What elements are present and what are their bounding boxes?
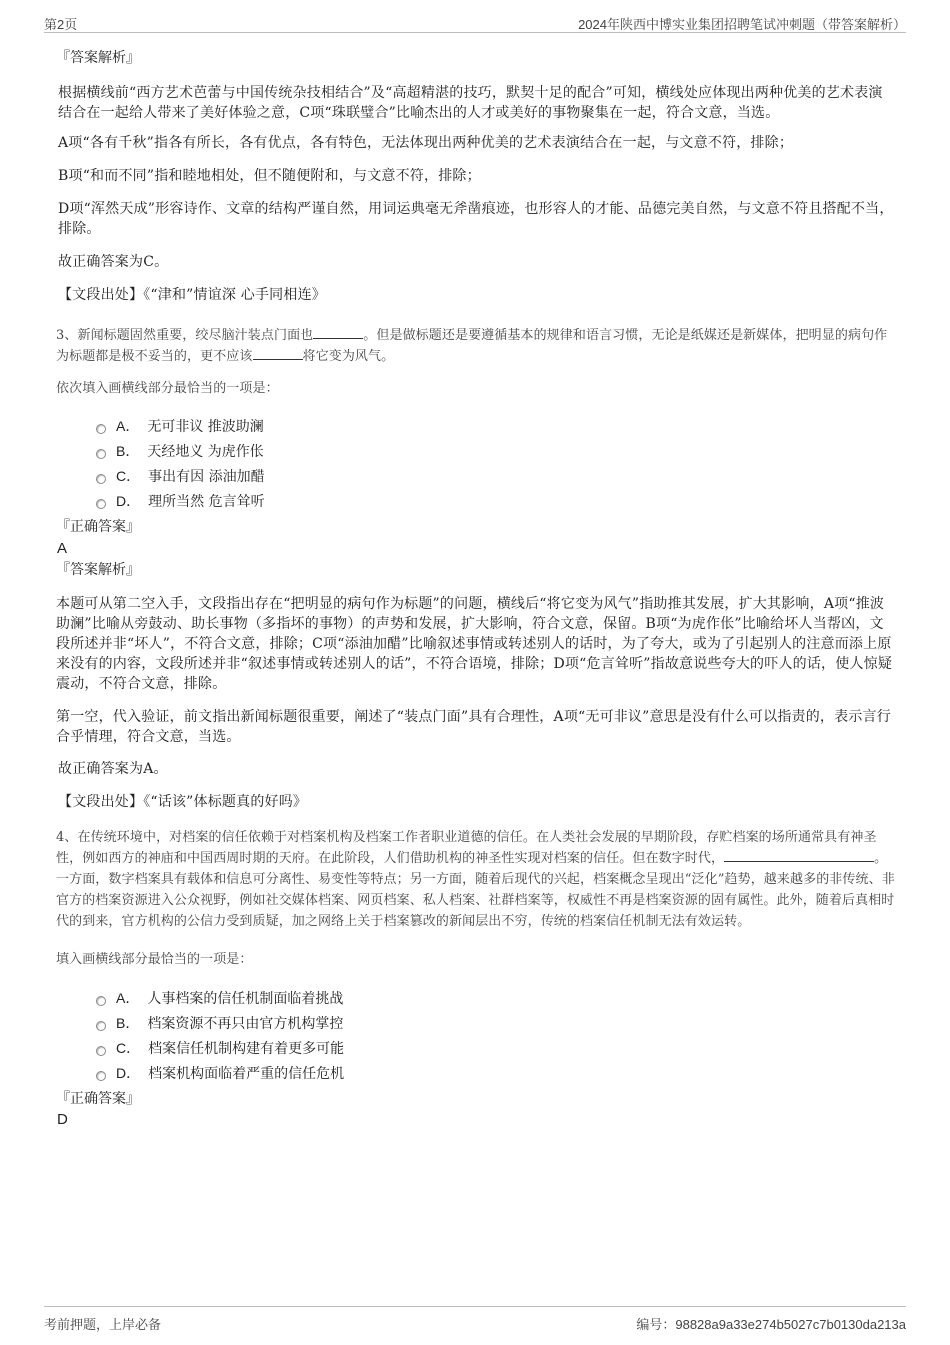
q4-option-b[interactable] bbox=[96, 1010, 896, 1035]
q3-analysis-paragraph-2: 第一空，代入验证，前文指出新闻标题很重要，阐述了“装点门面”具有合理性，A项“无可非议”意思是没有什么可以指责的，表示言行合乎情理，符合文意，当选。 bbox=[56, 709, 891, 745]
option-letter: D． bbox=[116, 1064, 141, 1081]
q3-options bbox=[96, 413, 896, 513]
option-letter: C． bbox=[116, 467, 141, 484]
option-letter: D． bbox=[116, 492, 141, 509]
page-footer bbox=[44, 1306, 906, 1335]
q3-correct-answer: A bbox=[57, 540, 68, 557]
q3-source: 【文段出处】《“话该”体标题真的好吗》 bbox=[58, 794, 308, 810]
q2-analysis-paragraph-1: 根据横线前“西方艺术芭蕾与中国传统杂技相结合”及“高超精湛的技巧，默契十足的配合”可知，横线处应体现出两种优美的艺术表演结合在一起给人带来了美好体验之意，C项“珠联璧合”比喻杰出的人才或美好的事物聚集在一起，符合文意，当选。 bbox=[58, 85, 883, 121]
q3-blank-1 bbox=[313, 326, 363, 339]
q4-stem-part-1: 4、在传统环境中，对档案的信任依赖于对档案机构及档案工作者职业道德的信任。在人类社会发展的早期阶段，存贮档案的场所通常具有神圣性，例如西方的神庙和中国西周时期的天府。在此阶段，人们借助机构的神圣性实现对档案的信任。但在数字时代， bbox=[56, 830, 877, 866]
option-letter: A． bbox=[116, 417, 140, 434]
option-text: 无可非议 推波助澜 bbox=[147, 418, 264, 435]
q3-stem-part-2: 。但是做标题还是要遵循基本的规律和语言习惯，无论是纸媒还是新媒体，把明显的病句作为标题都是极不妥当的，更不应该 bbox=[56, 328, 888, 364]
page-number: 第2页 bbox=[44, 17, 78, 32]
q2-analysis-paragraph-3: B项“和而不同”指和睦地相处，但不随便附和，与文意不符，排除； bbox=[58, 168, 481, 184]
q3-stem-part-3: 将它变为风气。 bbox=[302, 349, 395, 364]
option-text: 档案机构面临着严重的信任危机 bbox=[148, 1065, 345, 1082]
radio-icon[interactable] bbox=[96, 449, 106, 459]
q4-option-d[interactable] bbox=[96, 1060, 896, 1085]
q3-analysis-label: 『答案解析』 bbox=[56, 562, 140, 578]
footer-slogan: 考前押题，上岸必备 bbox=[44, 1317, 162, 1332]
q4-options bbox=[96, 985, 896, 1085]
q3-option-c[interactable] bbox=[96, 463, 896, 488]
option-text: 档案信任机制构建有着更多可能 bbox=[148, 1040, 345, 1057]
q3-blank-2 bbox=[253, 347, 303, 360]
document-id: 编号：98828a9a33e274b5027c7b0130da213a bbox=[636, 1317, 906, 1332]
option-letter: B． bbox=[116, 1014, 140, 1031]
q4-prompt: 填入画横线部分最恰当的一项是： bbox=[56, 952, 253, 967]
q4-stem bbox=[56, 827, 896, 932]
q2-conclusion: 故正确答案为C。 bbox=[58, 254, 169, 270]
radio-icon[interactable] bbox=[96, 474, 106, 484]
radio-icon[interactable] bbox=[96, 996, 106, 1006]
radio-icon[interactable] bbox=[96, 1021, 106, 1031]
option-text: 天经地义 为虎作伥 bbox=[147, 443, 264, 460]
q2-source: 【文段出处】《“津和”情谊深 心手同相连》 bbox=[58, 287, 326, 303]
option-text: 档案资源不再只由官方机构掌控 bbox=[147, 1015, 344, 1032]
q3-option-a[interactable] bbox=[96, 413, 896, 438]
radio-icon[interactable] bbox=[96, 499, 106, 509]
q3-prompt: 依次填入画横线部分最恰当的一项是： bbox=[56, 381, 279, 396]
q2-analysis-label: 『答案解析』 bbox=[56, 50, 140, 66]
q2-analysis-paragraph-4: D项“浑然天成”形容诗作、文章的结构严谨自然，用词运典毫无斧凿痕迹，也形容人的才能、品德完美自然，与文意不符且搭配不当，排除。 bbox=[58, 201, 894, 237]
q3-stem-part-1: 3、新闻标题固然重要，绞尽脑汁装点门面也 bbox=[56, 328, 314, 343]
option-text: 事出有因 添油加醋 bbox=[148, 468, 265, 485]
q3-correct-label: 『正确答案』 bbox=[56, 519, 140, 535]
q3-option-b[interactable] bbox=[96, 438, 896, 463]
q3-stem bbox=[56, 325, 896, 367]
q4-option-a[interactable] bbox=[96, 985, 896, 1010]
q3-analysis-paragraph-1: 本题可从第二空入手，文段指出存在“把明显的病句作为标题”的问题，横线后“将它变为风气”指助推其发展，扩大其影响，A项“推波助澜”比喻从旁鼓动、助长事物（多指坏的事物）的声势和发展，扩大影响，符合文意，保留。B项“为虎作伥”比喻给坏人当帮凶，文段所述并非“坏人”，不符合文意，排除；C项“添油加醋”比喻叙述事情或转述别人的话时，为了夸大，或为了引起别人的注意而添上原来没有的内容，文段所述并非“叙述事情或转述别人的话”，不符合语境，排除；D项“危言耸听”指故意说些夸大的吓人的话，使人惊疑震动，不符合文意，排除。 bbox=[56, 596, 893, 692]
q3-option-d[interactable] bbox=[96, 488, 896, 513]
radio-icon[interactable] bbox=[96, 424, 106, 434]
radio-icon[interactable] bbox=[96, 1046, 106, 1056]
q4-correct-answer: D bbox=[57, 1111, 68, 1128]
document-title: 2024年陕西中博实业集团招聘笔试冲刺题（带答案解析） bbox=[578, 17, 906, 32]
option-text: 理所当然 危言耸听 bbox=[148, 493, 265, 510]
radio-icon[interactable] bbox=[96, 1071, 106, 1081]
q2-analysis-paragraph-2: A项“各有千秋”指各有所长，各有优点，各有特色，无法体现出两种优美的艺术表演结合在一起，与文意不符，排除； bbox=[58, 135, 794, 151]
option-letter: B． bbox=[116, 442, 140, 459]
q4-option-c[interactable] bbox=[96, 1035, 896, 1060]
q3-conclusion: 故正确答案为A。 bbox=[58, 761, 168, 777]
page-header bbox=[44, 12, 906, 33]
option-letter: A． bbox=[116, 989, 140, 1006]
document-content bbox=[56, 44, 896, 1130]
option-letter: C． bbox=[116, 1039, 141, 1056]
q4-correct-label: 『正确答案』 bbox=[56, 1091, 140, 1107]
q4-blank bbox=[724, 849, 874, 862]
option-text: 人事档案的信任机制面临着挑战 bbox=[147, 990, 344, 1007]
q4-stem-part-2: 。一方面，数字档案具有载体和信息可分离性、易变性等特点；另一方面，随着后现代的兴起，档案概念呈现出“泛化”趋势，越来越多的非传统、非官方的档案资源进入公众视野，例如社交媒体档案、网页档案、私人档案、社群档案等，权威性不再是档案资源的固有属性。此外，随着后真相时代的到来，官方机构的公信力受到质疑，加之网络上关于档案篡改的新闻层出不穷，传统的档案信任机制无法有效运转。 bbox=[56, 851, 895, 929]
